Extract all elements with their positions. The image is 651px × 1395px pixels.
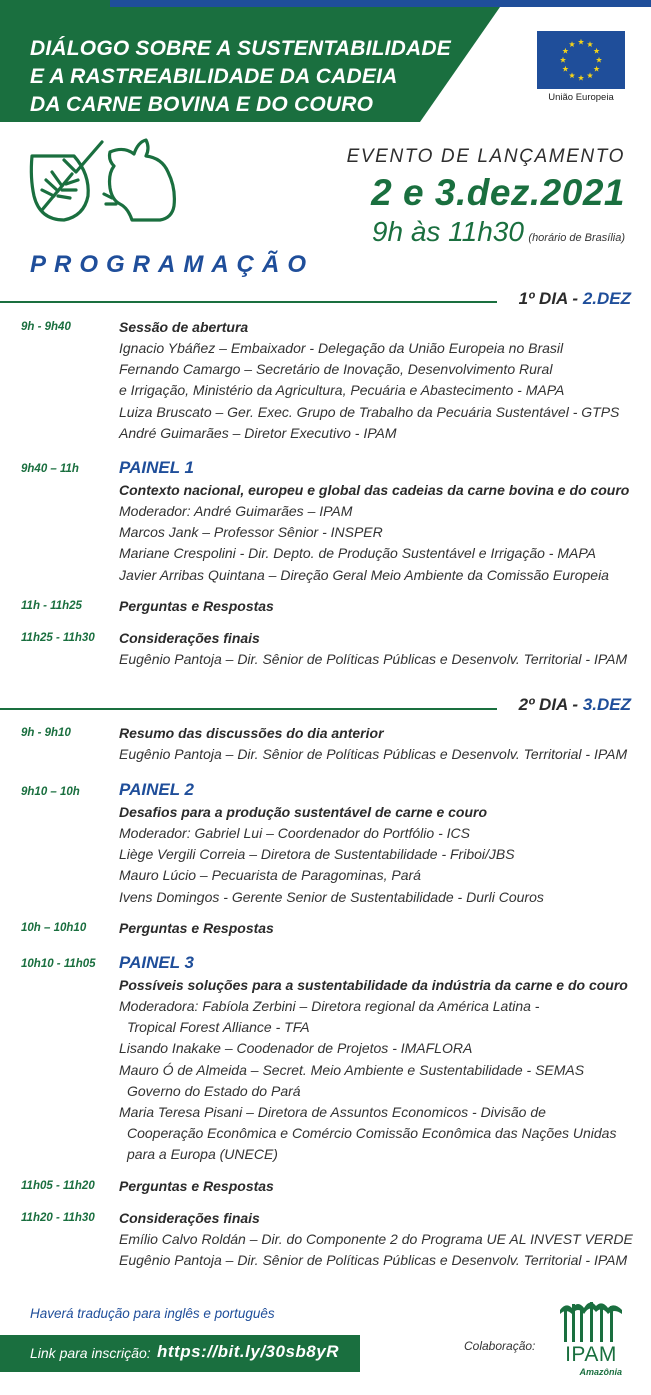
session-title: Resumo das discussões do dia anterior (119, 725, 384, 741)
speaker-line: Moderadora: Fabíola Zerbini – Diretora regional da América Latina - (119, 998, 540, 1014)
session-title: Considerações finais (119, 630, 260, 646)
event-timezone: (horário de Brasília) (528, 232, 625, 244)
session-title: Contexto nacional, europeu e global das cadeias da carne bovina e do couro (119, 482, 630, 498)
speaker-line: Eugênio Pantoja – Dir. Sênior de Políticas Públicas e Desenvolv. Territorial - IPAM (119, 1252, 628, 1269)
agenda-item (119, 778, 639, 908)
day2-label: 2º DIA - (518, 695, 579, 714)
collaboration-label: Colaboração: (464, 1339, 536, 1353)
time-slot: 11h - 11h25 (21, 600, 82, 612)
session-title: Perguntas e Respostas (119, 920, 274, 936)
ipam-name: IPAM (565, 1343, 617, 1366)
speaker-line: Maria Teresa Pisani – Diretora de Assuntos Economicos - Divisão de (119, 1104, 546, 1121)
title-line: DA CARNE BOVINA E DO COURO (30, 93, 374, 116)
day2-date: 3.DEZ (582, 695, 631, 714)
speaker-line: Emílio Calvo Roldán – Dir. do Componente 2 do Programa UE AL INVEST VERDE (119, 1231, 633, 1247)
time-slot: 9h40 – 11h (21, 463, 79, 475)
time-slot: 11h25 - 11h30 (21, 632, 95, 644)
agenda-item (119, 723, 639, 765)
top-color-strip (0, 0, 651, 7)
time-slot: 10h10 - 11h05 (21, 958, 96, 970)
leaf-cow-check-icon (28, 138, 180, 228)
speaker-line: Mauro Lúcio – Pecuarista de Paragominas, Pará (119, 867, 421, 884)
speaker-line: para a Europa (UNECE) (127, 1146, 278, 1163)
title-line: DIÁLOGO SOBRE A SUSTENTABILIDADE (30, 37, 451, 60)
time-slot: 9h - 9h10 (21, 727, 71, 739)
speaker-line: Moderador: Gabriel Lui – Coordenador do Portfólio - ICS (119, 825, 470, 841)
session-title: Possíveis soluções para a sustentabilidade da indústria da carne e do couro (119, 977, 628, 993)
speaker-line: Luiza Bruscato – Ger. Exec. Grupo de Trabalho da Pecuária Sustentável - GTPS (119, 403, 620, 420)
speaker-line: Ignacio Ybáñez – Embaixador - Delegação da União Europeia no Brasil (119, 340, 564, 356)
session-title: Perguntas e Respostas (119, 598, 274, 614)
agenda-item (119, 596, 639, 617)
speaker-line: Marcos Jank – Professor Sênior - INSPER (119, 524, 383, 541)
event-hours: 9h às 11h30 (371, 216, 524, 247)
day1-divider (0, 301, 497, 303)
day2-title (519, 695, 631, 715)
time-slot: 11h20 - 11h30 (21, 1212, 95, 1224)
session-title: Sessão de abertura (119, 319, 249, 335)
translation-note: Haverá tradução para inglês e português (30, 1306, 275, 1321)
speaker-line: André Guimarães – Diretor Executivo - IPAM (119, 424, 397, 441)
agenda-item (119, 1176, 639, 1197)
registration-label: Link para inscrição: (30, 1345, 151, 1361)
title-line: E A RASTREABILIDADE DA CADEIA (30, 65, 398, 88)
speaker-line: Fernando Camargo – Secretário de Inovação, Desenvolvimento Rural (119, 361, 553, 378)
agenda-item (119, 317, 639, 444)
agenda-item (119, 918, 639, 939)
day1-title (519, 289, 631, 309)
eu-label: União Europeia (548, 92, 614, 103)
speaker-line: Lisando Inakake – Coodenador de Projetos - IMAFLORA (119, 1040, 473, 1057)
time-slot: 9h - 9h40 (21, 321, 71, 333)
speaker-line: Moderador: André Guimarães – IPAM (119, 503, 353, 519)
session-title: Perguntas e Respostas (119, 1178, 274, 1194)
panel-title: PAINEL 2 (119, 780, 194, 799)
day1-label: 1º DIA - (518, 289, 579, 308)
event-label: EVENTO DE LANÇAMENTO (346, 146, 625, 167)
agenda-item (119, 456, 639, 586)
speaker-line: Mariane Crespolini - Dir. Depto. de Produção Sustentável e Irrigação - MAPA (119, 545, 596, 562)
speaker-line: Governo do Estado do Pará (127, 1082, 301, 1099)
speaker-line: e Irrigação, Ministério da Agricultura, Pecuária e Abastecimento - MAPA (119, 382, 565, 399)
session-title: Considerações finais (119, 1210, 260, 1226)
registration-bar (0, 1335, 360, 1372)
day1-date: 2.DEZ (582, 289, 631, 308)
programacao-heading: PROGRAMAÇÃO (30, 251, 314, 278)
speaker-line: Javier Arribas Quintana – Direção Geral Meio Ambiente da Comissão Europeia (119, 566, 609, 583)
agenda-item (119, 628, 639, 670)
top-strip-blue (110, 0, 651, 7)
time-slot: 9h10 – 10h (21, 786, 80, 798)
time-slot: 10h – 10h10 (21, 922, 87, 934)
event-dates: 2 e 3.dez.2021 (371, 172, 625, 213)
panel-title: PAINEL 3 (119, 953, 194, 972)
speaker-line: Cooperação Econômica e Comércio Comissão Econômica das Nações Unidas (127, 1125, 617, 1142)
speaker-line: Ivens Domingos - Gerente Senior de Sustentabilidade - Durli Couros (119, 888, 544, 905)
session-title: Desafios para a produção sustentável de carne e couro (119, 804, 488, 820)
registration-link[interactable]: https://bit.ly/30sb8yR (157, 1342, 339, 1361)
event-main-title (30, 35, 450, 119)
time-slot: 11h05 - 11h20 (21, 1180, 95, 1192)
speaker-line: Eugênio Pantoja – Dir. Sênior de Políticas Públicas e Desenvolv. Territorial - IPAM (119, 746, 628, 762)
day2-divider (0, 708, 497, 710)
eu-flag-icon (537, 31, 625, 89)
agenda-item (119, 951, 639, 1166)
speaker-line: Mauro Ó de Almeida – Secret. Meio Ambiente e Sustentabilidade - SEMAS (119, 1061, 585, 1078)
top-strip-green (0, 0, 110, 7)
speaker-line: Liège Vergili Correia – Diretora de Sustentabilidade - Friboi/JBS (119, 846, 515, 863)
speaker-line: Tropical Forest Alliance - TFA (127, 1019, 310, 1036)
panel-title: PAINEL 1 (119, 458, 194, 477)
event-time (372, 216, 625, 248)
speaker-line: Eugênio Pantoja – Dir. Sênior de Políticas Públicas e Desenvolv. Territorial - IPAM (119, 651, 628, 667)
agenda-item (119, 1208, 639, 1271)
ipam-subtitle: Amazônia (579, 1367, 622, 1377)
